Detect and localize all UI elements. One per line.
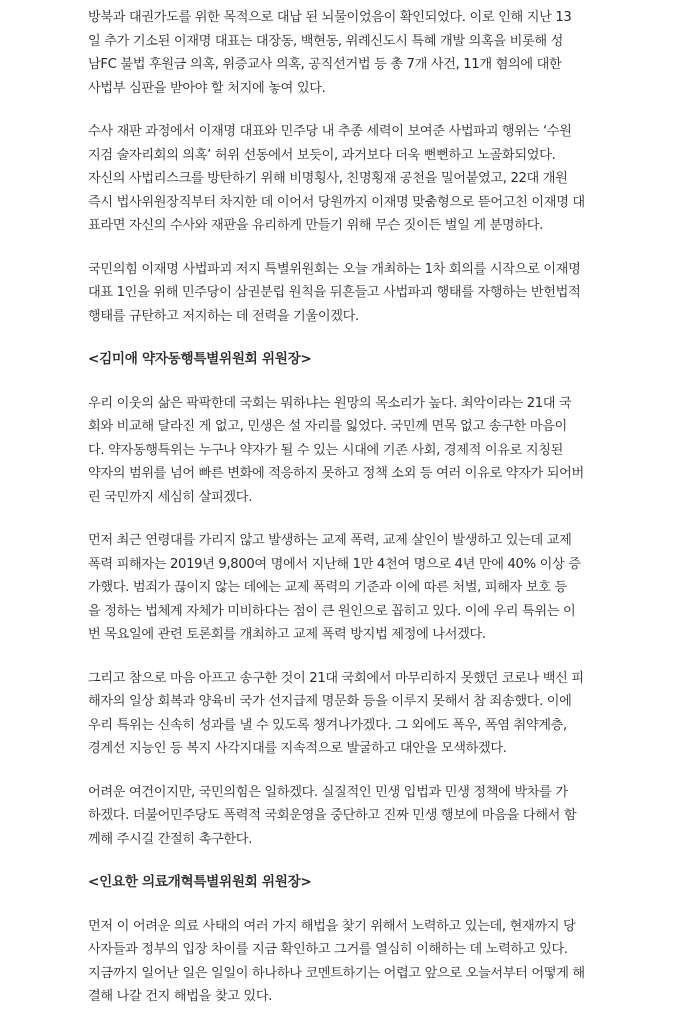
text-line: 행태를 규탄하고 저지하는 데 전력을 기울이겠다. — [88, 308, 359, 324]
text-line: 방북과 대권가도를 위한 목적으로 대납 된 뇌물이었음이 확인되었다. 이로 인해 지난 13 — [88, 10, 572, 25]
text-line: 폭력 피해자는 2019년 9,800여 명에서 지난해 1만 4천여 명으로 4년 만에 40% 이상 증 — [88, 556, 581, 572]
text-line: 가했다. 범죄가 끊이지 않는 데에는 교제 폭력의 기준과 이에 따른 처벌, 피해자 보호 등 — [88, 580, 567, 595]
text-line: 을 정하는 법체계 자체가 미비하다는 점이 큰 원인으로 꼽히고 있다. 이에 우리 특위는 이 — [88, 603, 576, 619]
text-line: 다. 약자동행특위는 누구나 약자가 될 수 있는 시대에 기존 사회, 경제적 이유로 지칭된 — [88, 442, 564, 458]
text-line: 결해 나갈 건지 해법을 찾고 있다. — [88, 989, 273, 1004]
text-line: 린 국민까지 세심히 살피겠다. — [88, 489, 253, 505]
text-line: 지금까지 일어난 일은 일일이 하나하나 코멘트하기는 어렵고 앞으로 오늘서부터 어떻게 해 — [88, 965, 585, 981]
section-heading-in-yohan: <인요한 의료개혁특별위원회 위원장> — [88, 874, 312, 890]
text-line: 그리고 참으로 마음 아프고 송구한 것이 21대 국회에서 마무리하지 못했던 코로나 백신 피 — [88, 670, 584, 686]
text-line: 즉시 법사위원장직부터 차지한 데 이어서 당원까지 이재명 맞춤형으로 뜯어고친 이재명 대 — [88, 194, 585, 210]
text-line: 어려운 여건이지만, 국민의힘은 일하겠다. 실질적인 민생 입법과 민생 정책에 박차를 가 — [88, 784, 568, 800]
text-line: 남FC 불법 후원금 의혹, 위증교사 의혹, 공직선거법 등 총 7개 사건, 11개 혐의에 대한 — [88, 57, 562, 72]
text-line: 일 추가 기소된 이재명 대표는 대장동, 백현동, 위례신도시 특혜 개발 의혹을 비롯해 성 — [88, 33, 564, 49]
text-line: 께해 주시길 간절히 촉구한다. — [88, 831, 253, 847]
text-line: 번 목요일에 관련 토론회를 개최하고 교제 폭력 방지법 제정에 나서겠다. — [88, 627, 486, 642]
text-line: 먼저 최근 연령대를 가리지 않고 발생하는 교제 폭력, 교제 살인이 발생하고 있는데 교제 — [88, 533, 572, 548]
text-line: 국민의힘 이재명 사법파괴 저지 특별위원회는 오늘 개최하는 1차 회의를 시작으로 이재명 — [88, 261, 581, 277]
text-line: 해자의 일상 회복과 양육비 국가 선지급제 명문화 등을 이루지 못해서 참 죄송했다. 이에 — [88, 694, 572, 709]
text-line: 사법부 심판을 받아야 할 처지에 놓여 있다. — [88, 80, 326, 96]
paragraph-vulnerable-people — [88, 392, 618, 510]
paragraph-judicial-destruction — [88, 120, 618, 238]
paragraph-dating-violence — [88, 529, 618, 647]
text-line: 우리 이웃의 삶은 팍팍한데 국회는 뭐하냐는 원망의 목소리가 높다. 최악이라는 21대 국 — [88, 395, 572, 411]
paragraph-bribery-indictment — [88, 6, 618, 100]
text-line: 대표 1인을 위해 민주당이 삼권분립 원칙을 뒤흔들고 사법파괴 행태를 자행하는 반헌법적 — [88, 285, 581, 300]
paragraph-closing-appeal — [88, 781, 618, 852]
text-line: 자신의 사법리스크를 방탄하기 위해 비명횡사, 친명횡재 공천을 밀어붙였고, 22대 개원 — [88, 171, 568, 186]
text-line: 먼저 이 어려운 의료 사태의 여러 가지 해법을 찾기 위해서 노력하고 있는데, 현재까지 당 — [88, 918, 576, 934]
document-page — [88, 0, 618, 1009]
text-line: 경계선 지능인 등 복지 사각지대를 지속적으로 발굴하고 대안을 모색하겠다. — [88, 741, 507, 756]
paragraph-special-committee — [88, 258, 618, 329]
text-line: 회와 비교해 달라진 게 없고, 민생은 설 자리를 잃었다. 국민께 면목 없고 송구한 마음이 — [88, 419, 567, 434]
text-line: 약자의 범위를 넘어 빠른 변화에 적응하지 못하고 정책 소외 등 여러 이유로 약자가 되어버 — [88, 466, 584, 481]
paragraph-vaccine-victims — [88, 667, 618, 761]
text-line: 하겠다. 더불어민주당도 폭력적 국회운영을 중단하고 진짜 민생 행보에 마음을 다해서 함 — [88, 808, 577, 823]
text-line: 사자들과 정부의 입장 차이를 지금 확인하고 그거를 열심히 이해하는 데 노력하고 있다. — [88, 942, 568, 957]
text-line: 지검 술자리회의 의혹’ 허위 선동에서 보듯이, 과거보다 더욱 뻔뻔하고 노골화되었다. — [88, 147, 556, 163]
text-line: 수사 재판 과정에서 이재명 대표와 민주당 내 추종 세력이 보여준 사법파괴 행위는 ‘수원 — [88, 124, 572, 139]
section-heading-kim-miae: <김미애 약자동행특별위원회 위원장> — [88, 351, 312, 367]
text-line: 우리 특위는 신속히 성과를 낼 수 있도록 챙겨나가겠다. 그 외에도 폭우, 폭염 취약계층, — [88, 717, 567, 733]
paragraph-medical-reform — [88, 915, 618, 1009]
text-line: 표라면 자신의 수사와 재판을 유리하게 만들기 위해 무슨 짓이든 벌일 게 분명하다. — [88, 218, 543, 233]
